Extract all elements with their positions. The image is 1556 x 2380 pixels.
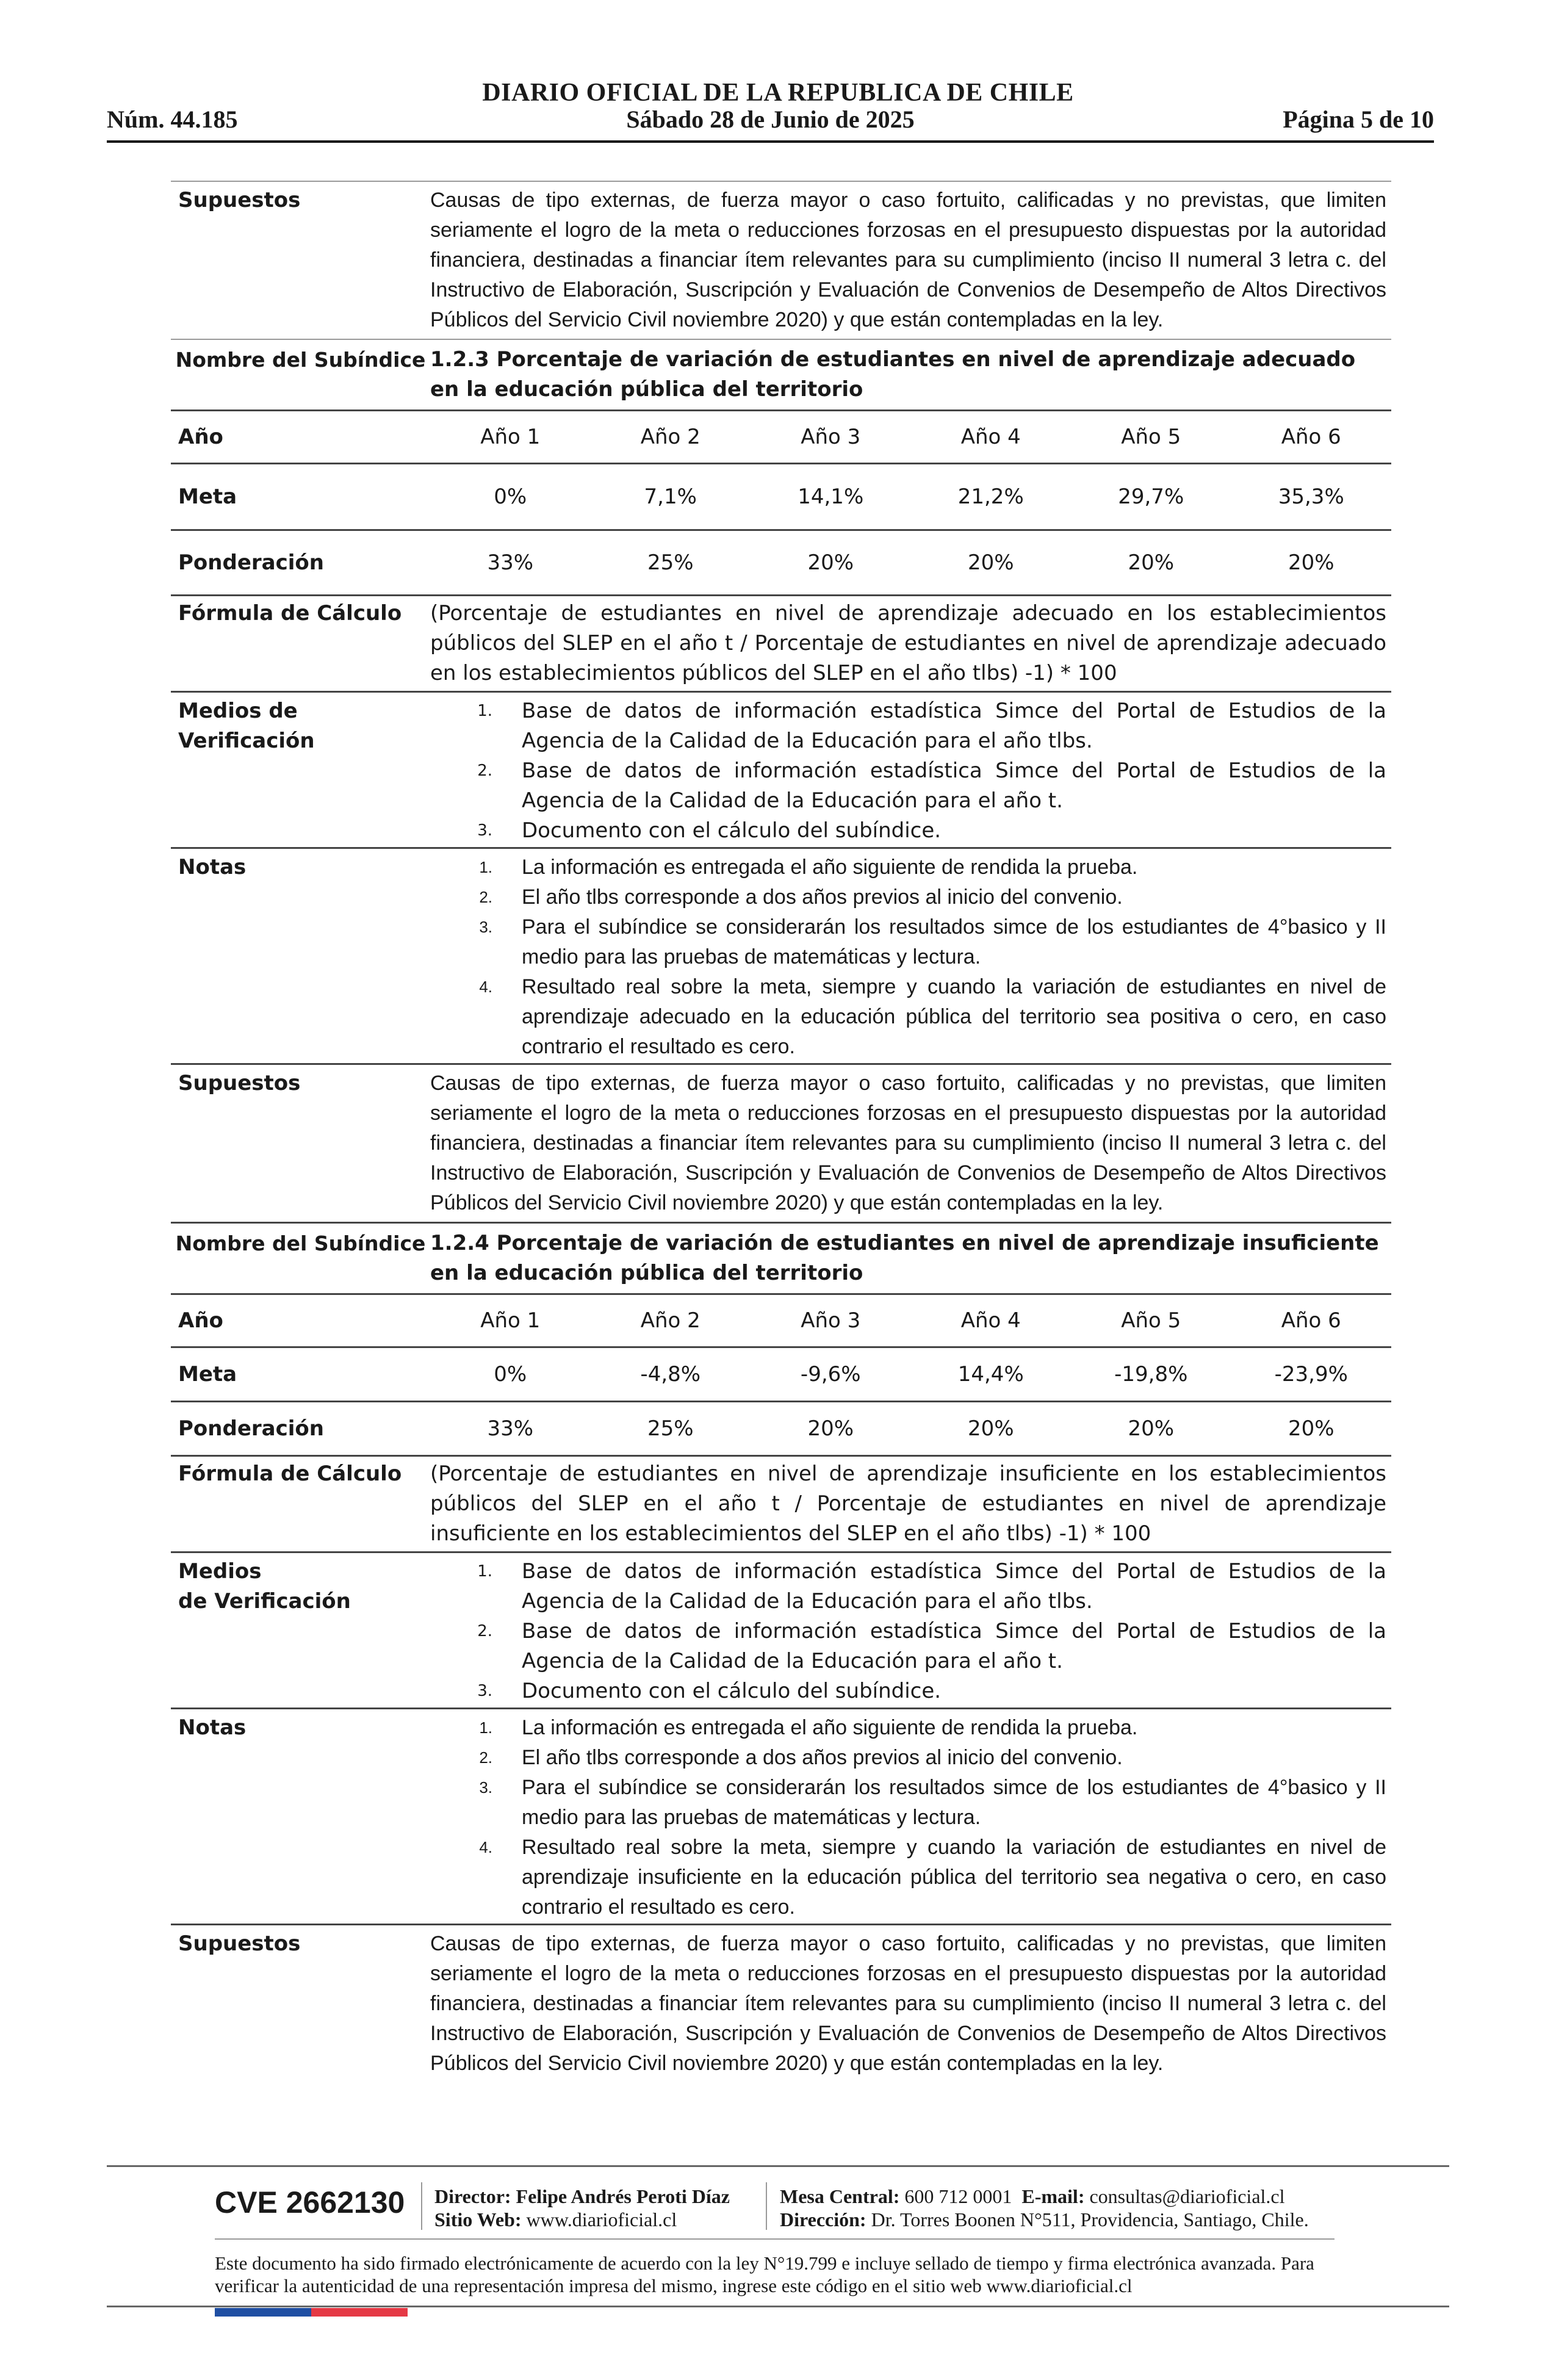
year-cell: Año 1 (480, 425, 541, 449)
formula-row (171, 1457, 1391, 1551)
header-divider (107, 140, 1434, 143)
subindex-name-label: Nombre del Subíndice (175, 1231, 426, 1255)
flag-stripe-blue (215, 2308, 311, 2317)
director-name: Felipe Andrés Peroti Díaz (516, 2185, 730, 2207)
legal-notice: Este documento ha sido firmado electrónicamente de acuerdo con la ley N°19.799 e incluye sellado de tiempo y firma electrónica avanzada. Para verificar la autenticidad de una representación impresa del mismo, ingrese este código en el sitio web www.diarioficial.cl (215, 2252, 1314, 2296)
ponderacion-cell: 20% (1128, 550, 1175, 575)
subindex-name: 1.2.4 Porcentaje de variación de estudiantes en nivel de aprendizaje insuficiente en la educación pública del territorio (430, 1231, 1379, 1285)
footer-divider (215, 2238, 1334, 2240)
meta-row (171, 464, 1391, 529)
list-item: 3. Documento con el cálculo del subíndice. (477, 818, 942, 843)
list-item: 1. La información es entregada el año siguiente de rendida la prueba. (479, 856, 1138, 879)
meta-cell: 14,1% (798, 485, 864, 509)
notas-list (430, 1713, 1386, 1922)
list-item: 1. La información es entregada el año siguiente de rendida la prueba. (479, 1716, 1138, 1739)
meta-label: Meta (178, 485, 237, 509)
year-cell: Año 5 (1121, 425, 1181, 449)
footer-divider (107, 2165, 1449, 2167)
subindex-name-label: Nombre del Subíndice (175, 348, 426, 372)
list-item: 2. Base de datos de información estadística Simce del Portal de Estudios de la Agencia de la Calidad de la Educación para el año t. (477, 759, 1386, 813)
medios-label: Medios de Verificación (178, 699, 315, 753)
document-body (171, 181, 1391, 2082)
list-item: 1. Base de datos de información estadística Simce del Portal de Estudios de la Agencia de la Calidad de la Educación para el año tlbs. (477, 1559, 1386, 1614)
meta-cell: -4,8% (640, 1362, 701, 1387)
contact-block: Mesa Central: 600 712 0001 E-mail: consultas@diarioficial.cl Dirección: Dr. Torres Boonen N°511, Providencia, Santiago, Chile. (780, 2185, 1309, 2230)
supuestos-label: Supuestos (178, 1071, 301, 1095)
supuestos-text: Causas de tipo externas, de fuerza mayor o caso fortuito, calificadas y no previstas, que limiten seriamente el logro de la meta o reducciones forzosas en el presupuesto dispuestas por la autoridad financiera, destinadas a financiar ítem relevantes para su cumplimiento (inciso II numeral 3 letra c. del Instructivo de Elaboración, Suscripción y Evaluación de Convenios de Desempeño de Altos Directivos Públicos del Servicio Civil noviembre 2020) y que están contempladas en la ley. (430, 189, 1386, 331)
ponderacion-label: Ponderación (178, 1416, 324, 1441)
email-link[interactable]: consultas@diarioficial.cl (1089, 2185, 1285, 2207)
supuestos-row (171, 182, 1391, 339)
flag-stripe-red (311, 2308, 408, 2317)
list-item: 1. Base de datos de información estadística Simce del Portal de Estudios de la Agencia de la Calidad de la Educación para el año tlbs. (477, 699, 1386, 753)
meta-cell: 0% (494, 485, 527, 509)
notas-row (171, 849, 1391, 1063)
meta-cell: -23,9% (1274, 1362, 1348, 1387)
medios-list (430, 696, 1386, 846)
year-cell: Año 3 (801, 425, 861, 449)
list-item: 2. Base de datos de información estadística Simce del Portal de Estudios de la Agencia de la Calidad de la Educación para el año t. (477, 1619, 1386, 1673)
meta-cell: -9,6% (800, 1362, 861, 1387)
director-block: Director: Felipe Andrés Peroti Díaz Sitio Web: www.diarioficial.cl (434, 2185, 730, 2230)
meta-label: Meta (178, 1362, 237, 1387)
issue-number: Núm. 44.185 (107, 106, 238, 133)
ponderacion-label: Ponderación (178, 550, 324, 575)
medios-list (430, 1557, 1386, 1706)
list-item: 2. El año tlbs corresponde a dos años previos al inicio del convenio. (479, 885, 1123, 909)
meta-cell: 7,1% (644, 485, 697, 509)
year-cell: Año 6 (1281, 425, 1341, 449)
list-item: 3. Para el subíndice se considerarán los resultados simce de los estudiantes de 4°basico y II medio para las pruebas de matemáticas y lectura. (479, 915, 1386, 968)
year-cell: Año 4 (960, 425, 1021, 449)
header-row (107, 105, 1434, 139)
footer-separator (421, 2182, 422, 2230)
subindex-name: 1.2.3 Porcentaje de variación de estudiantes en nivel de aprendizaje adecuado en la educación pública del territorio (430, 347, 1356, 402)
meta-cell: 35,3% (1278, 485, 1344, 509)
list-item: 3. Documento con el cálculo del subíndice. (477, 1679, 942, 1703)
list-item: 4. Resultado real sobre la meta, siempre y cuando la variación de estudiantes en nivel de aprendizaje adecuado en la educación pública del territorio sea positiva o cero, en caso contrario el resultado es cero. (479, 975, 1386, 1058)
supuestos-text: Causas de tipo externas, de fuerza mayor o caso fortuito, calificadas y no previstas, que limiten seriamente el logro de la meta o reducciones forzosas en el presupuesto dispuestas por la autoridad financiera, destinadas a financiar ítem relevantes para su cumplimiento (inciso II numeral 3 letra c. del Instructivo de Elaboración, Suscripción y Evaluación de Convenios de Desempeño de Altos Directivos Públicos del Servicio Civil noviembre 2020) y que están contempladas en la ley. (430, 1932, 1386, 2075)
ponderacion-cell: 25% (647, 1416, 694, 1441)
meta-cell: 29,7% (1118, 485, 1184, 509)
formula-label: Fórmula de Cálculo (178, 1462, 402, 1486)
ponderacion-row (171, 1402, 1391, 1455)
meta-row (171, 1348, 1391, 1401)
ponderacion-cell: 20% (967, 550, 1014, 575)
ponderacion-cell: 20% (1288, 550, 1334, 575)
meta-cell: 14,4% (957, 1362, 1024, 1387)
footer-separator (766, 2182, 767, 2230)
issue-date: Sábado 28 de Junio de 2025 (626, 106, 915, 133)
ponderacion-cell: 20% (807, 550, 854, 575)
year-cell: Año 6 (1281, 1308, 1341, 1333)
year-cell: Año 3 (801, 1308, 861, 1333)
supuestos-label: Supuestos (178, 1931, 301, 1956)
subindex-name-row (171, 340, 1391, 409)
cve-code: CVE 2662130 (215, 2185, 405, 2220)
year-cell: Año 4 (960, 1308, 1021, 1333)
address: Dr. Torres Boonen N°511, Providencia, Santiago, Chile. (871, 2209, 1309, 2230)
footer-divider (107, 2306, 1449, 2307)
list-item: 4. Resultado real sobre la meta, siempre y cuando la variación de estudiantes en nivel de aprendizaje insuficiente en la educación pública del territorio sea negativa o cero, en caso contrario el resultado es cero. (479, 1836, 1386, 1919)
list-item: 3. Para el subíndice se considerarán los resultados simce de los estudiantes de 4°basico y II medio para las pruebas de matemáticas y lectura. (479, 1776, 1386, 1829)
ponderacion-cell: 20% (807, 1416, 854, 1441)
supuestos-row (171, 1065, 1391, 1222)
year-cell: Año 2 (640, 425, 701, 449)
newspaper-title: DIARIO OFICIAL DE LA REPUBLICA DE CHILE (482, 79, 1074, 107)
year-label: Año (178, 1308, 223, 1333)
list-item: 2. El año tlbs corresponde a dos años previos al inicio del convenio. (479, 1746, 1123, 1769)
ponderacion-cell: 25% (647, 550, 694, 575)
notas-row (171, 1709, 1391, 1924)
notas-label: Notas (178, 1715, 247, 1740)
supuestos-row (171, 1925, 1391, 2082)
meta-cell: 21,2% (957, 485, 1024, 509)
year-label: Año (178, 425, 223, 449)
website-link[interactable]: www.diarioficial.cl (526, 2209, 677, 2230)
ponderacion-cell: 20% (967, 1416, 1014, 1441)
ponderacion-row (171, 531, 1391, 594)
ponderacion-cell: 20% (1128, 1416, 1175, 1441)
year-cell: Año 1 (480, 1308, 541, 1333)
year-cell: Año 5 (1121, 1308, 1181, 1333)
subindex-name-row (171, 1224, 1391, 1293)
formula-text: (Porcentaje de estudiantes en nivel de aprendizaje insuficiente en los establecimientos públicos del SLEP en el año t / Porcentaje de estudiantes en nivel de aprendizaje insuficiente en los establecimientos del SLEP en el año tlbs) -1) * 100 (430, 1462, 1386, 1546)
phone-number: 600 712 0001 (904, 2185, 1012, 2207)
medios-row (171, 693, 1391, 847)
notas-list (430, 853, 1386, 1062)
supuestos-text: Causas de tipo externas, de fuerza mayor o caso fortuito, calificadas y no previstas, que limiten seriamente el logro de la meta o reducciones forzosas en el presupuesto dispuestas por la autoridad financiera, destinadas a financiar ítem relevantes para su cumplimiento (inciso II numeral 3 letra c. del Instructivo de Elaboración, Suscripción y Evaluación de Convenios de Desempeño de Altos Directivos Públicos del Servicio Civil noviembre 2020) y que están contempladas en la ley. (430, 1072, 1386, 1214)
meta-cell: 0% (494, 1362, 527, 1387)
ponderacion-cell: 33% (487, 1416, 534, 1441)
page-indicator: Página 5 de 10 (1283, 106, 1434, 133)
formula-text: (Porcentaje de estudiantes en nivel de aprendizaje adecuado en los establecimientos públicos del SLEP en el año t / Porcentaje de estudiantes en nivel de aprendizaje adecuado en los establecimientos públicos del SLEP en el año tlbs) -1) * 100 (430, 601, 1386, 685)
year-cell: Año 2 (640, 1308, 701, 1333)
medios-label-line1: Medios (178, 1559, 262, 1584)
medios-label (171, 1557, 430, 1617)
supuestos-label: Supuestos (178, 188, 301, 212)
notas-label: Notas (178, 855, 247, 879)
medios-label-line2: de Verificación (178, 1589, 351, 1614)
formula-row (171, 596, 1391, 691)
ponderacion-cell: 20% (1288, 1416, 1334, 1441)
formula-label: Fórmula de Cálculo (178, 601, 402, 626)
ponderacion-cell: 33% (487, 550, 534, 575)
meta-cell: -19,8% (1114, 1362, 1188, 1387)
year-row (171, 1295, 1391, 1346)
medios-row (171, 1553, 1391, 1707)
year-row (171, 411, 1391, 463)
